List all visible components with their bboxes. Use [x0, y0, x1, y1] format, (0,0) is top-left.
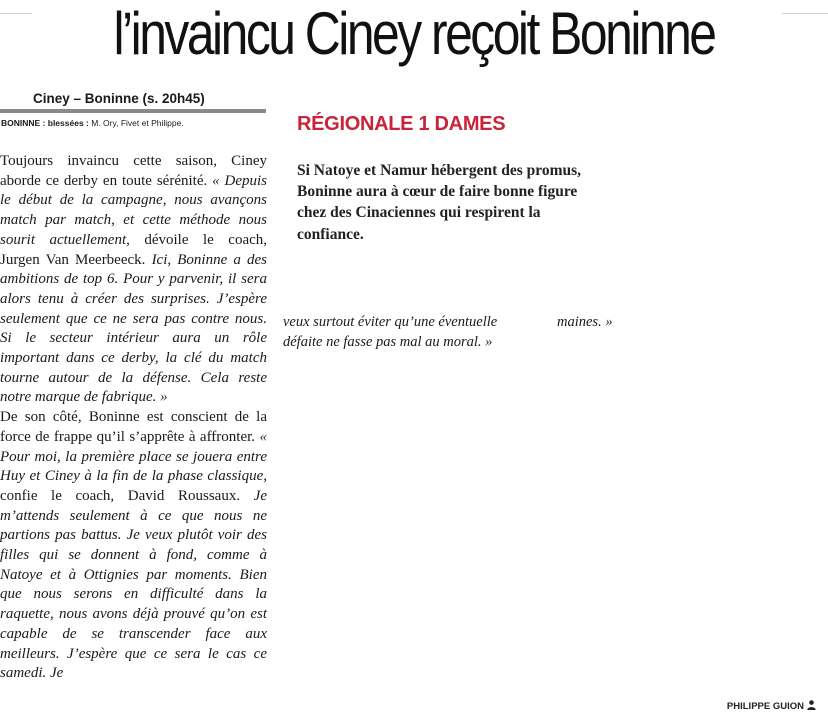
- col2-line-1: veux surtout éviter qu’une éventuelle: [283, 314, 498, 330]
- article-paragraph-2: [0, 408, 267, 684]
- match-title: Ciney – Boninne (s. 20h45): [33, 91, 205, 106]
- section-title: RÉGIONALE 1 DAMES: [297, 113, 506, 135]
- article-paragraph-1: [0, 152, 267, 408]
- p2-attribution: confie le coach, David Roussaux.: [0, 487, 241, 504]
- p1-attribution: dévoile le coach, Jurgen Van Meerbeeck.: [0, 231, 268, 268]
- credit-author: PHILIPPE GUION: [726, 701, 804, 712]
- injuries-label: BONINNE : blessées :: [1, 118, 89, 128]
- photo-credit: [727, 700, 816, 714]
- person-icon: [804, 701, 816, 712]
- article-column-1: [0, 152, 267, 684]
- injuries-line: [1, 117, 266, 129]
- injuries-text: M. Ory, Fivet et Philippe.: [91, 118, 184, 128]
- article-column-3: [557, 313, 677, 333]
- p1-quote-2: Ici, Boninne a des ambitions de top 6. Pour y parvenir, il sera alors tenu à créer des surprises. J’espère seulement que ce ne sera pas contre nous. Si le secteur intérieur aura un rôle important dans ce derby, la clé du match tourne autour de la défense. Cela reste notre marque de fabrique. »: [0, 251, 268, 406]
- p2-narration: De son côté, Boninne est conscient de la force de frappe qu’il s’apprête à affronter.: [0, 409, 267, 445]
- match-divider: [0, 109, 266, 113]
- top-rule-right: [782, 13, 828, 14]
- col2-line-2: défaite ne fasse pas mal au moral. »: [283, 333, 493, 350]
- p1-quote-1: « Depuis le début de la campagne, nous avançons match par match, et cette méthode nous sourit actuellement,: [0, 172, 268, 248]
- headline: l’invaincu Ciney reçoit Boninne: [113, 0, 715, 67]
- match-info-box: [0, 90, 266, 129]
- article-column-2: [283, 313, 553, 352]
- section-intro: Si Natoye et Namur hébergent des promus, Boninne aura à cœur de faire bonne figure chez des Cinaciennes qui respirent la confiance.: [297, 162, 582, 243]
- top-rule-left: [0, 13, 32, 14]
- p2-quote-1: « Pour moi, la première place se jouera entre Huy et Ciney à la fin de la phase classique,: [0, 428, 267, 485]
- col3-line-1: maines. »: [557, 314, 613, 330]
- p2-quote-2: Je m’attends seulement à ce que nous ne partions pas battus. Je veux plutôt voir des filles qui se donnent à fond, comme à Natoye et à Ottignies par moments. Bien que nous serons en difficulté dans la raquette, nous avons déjà prouvé qu’on est capable de se transcender face aux meilleurs. J’espère que ce sera le cas ce samedi. Je: [0, 487, 267, 682]
- p1-narration: Toujours invaincu cette saison, Ciney aborde ce derby en toute sérénité.: [0, 153, 267, 189]
